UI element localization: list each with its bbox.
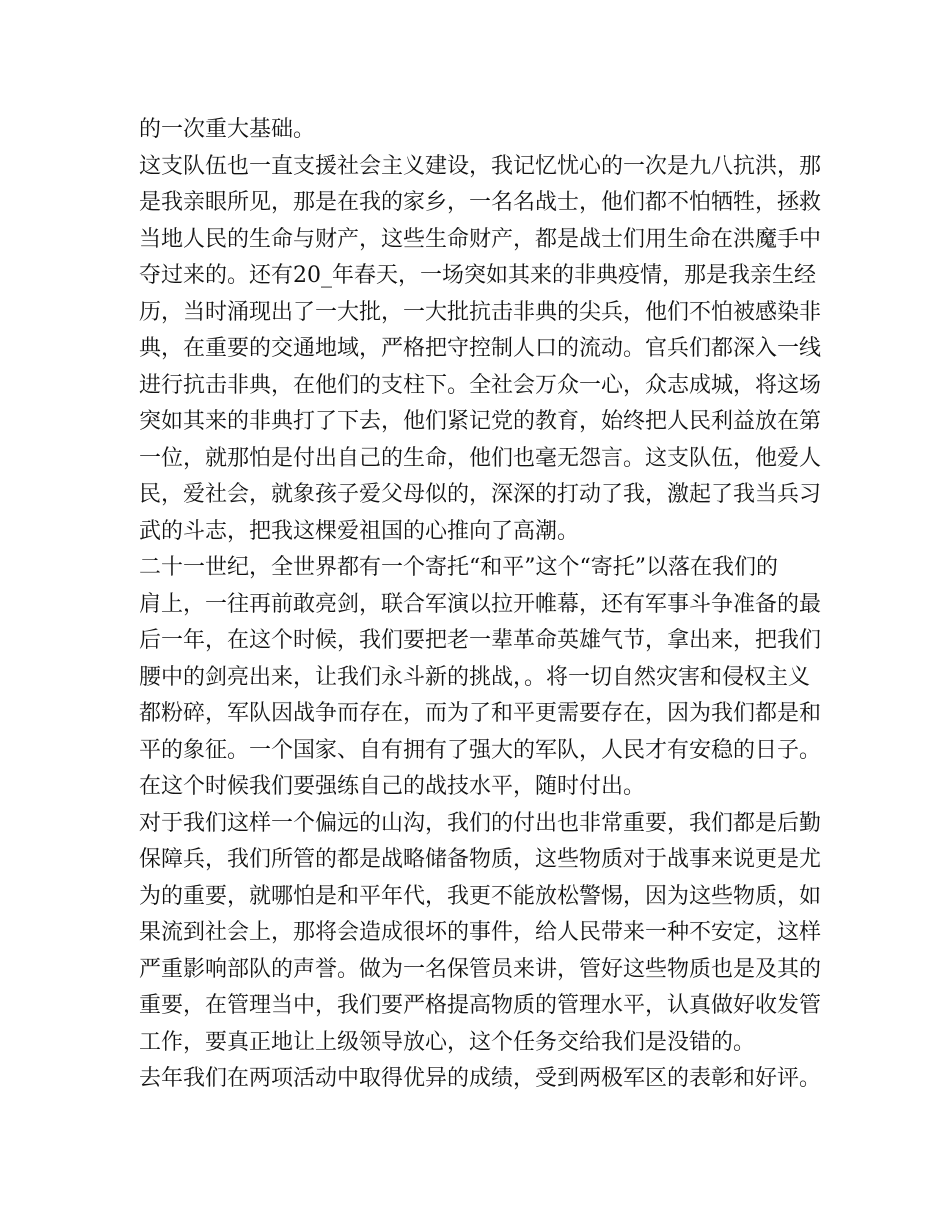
text-line: 一位，就那怕是付出自己的生命，他们也毫无怨言。这支队伍，他爱人 [139,445,822,471]
text-line: 历，当时涌现出了一大批，一大批抗击非典的尖兵，他们不怕被感染非 [139,299,822,325]
text-line: 工作，要真正地让上级领导放心，这个任务交给我们是没错的。 [139,1029,756,1055]
text-line: 肩上，一往再前敢亮剑，联合军演以拉开帷幕，还有军事斗争准备的最 [139,591,822,617]
text-line: 是我亲眼所见，那是在我的家乡，一名名战士，他们都不怕牺牲，拯救 [139,190,822,215]
text-line: 典，在重要的交通地域，严格把守控制人口的流动。官兵们都深入一线 [139,336,822,361]
text-line: 去年我们在两项活动中取得优异的成绩，受到两极军区的表彰和好评。 [139,1066,822,1091]
text-line: 严重影响部队的声誉。做为一名保管员来讲，管好这些物质也是及其的 [139,956,822,982]
text-line: 这支队伍也一直支援社会主义建设，我记忆忧心的一次是九八抗洪，那 [139,153,822,179]
text-line: 重要，在管理当中，我们要严格提高物质的管理水平，认真做好收发管 [139,993,822,1018]
text-line: 夺过来的。还有20_年春天，一场突如其来的非典疫情，那是我亲生经 [139,263,816,288]
text-line: 民，爱社会，就象孩子爱父母似的，深深的打动了我，激起了我当兵习 [139,482,822,507]
text-line: 后一年，在这个时候，我们要把老一辈革命英雄气节，拿出来，把我们 [139,628,822,653]
text-line: 为的重要，就哪怕是和平年代，我更不能放松警惕，因为这些物质，如 [139,883,822,909]
text-line: 腰中的剑亮出来，让我们永斗新的挑战，。将一切自然灾害和侵权主义 [139,664,811,690]
text-line: 平的象征。一个国家、自有拥有了强大的军队，人民才有安稳的日子。 [139,737,822,763]
text-line: 在这个时候我们要强练自己的战技水平，随时付出。 [139,774,646,799]
text-line: 果流到社会上，那将会造成很坏的事件，给人民带来一种不安定，这样 [139,920,822,945]
text-line: 的一次重大基础。 [139,117,316,142]
text-line: 武的斗志，把我这棵爱祖国的心推向了高潮。 [139,518,580,544]
text-line: 都粉碎，军队因战争而存在，而为了和平更需要存在，因为我们都是和 [139,701,822,726]
text-line: 保障兵，我们所管的都是战略储备物质，这些物质对于战事来说更是尤 [139,847,822,872]
text-line: 二十一世纪，全世界都有一个寄托“和平”这个“寄托”以落在我们的 [139,555,778,580]
text-line: 当地人民的生命与财产，这些生命财产，都是战士们用生命在洪魔手中 [139,226,822,252]
text-line: 进行抗击非典，在他们的支柱下。全社会万众一心，众志成城，将这场 [139,372,822,398]
text-line: 突如其来的非典打了下去，他们紧记党的教育，始终把人民利益放在第 [139,409,822,434]
document-body [139,112,822,1098]
text-line: 对于我们这样一个偏远的山沟，我们的付出也非常重要，我们都是后勤 [139,810,822,836]
